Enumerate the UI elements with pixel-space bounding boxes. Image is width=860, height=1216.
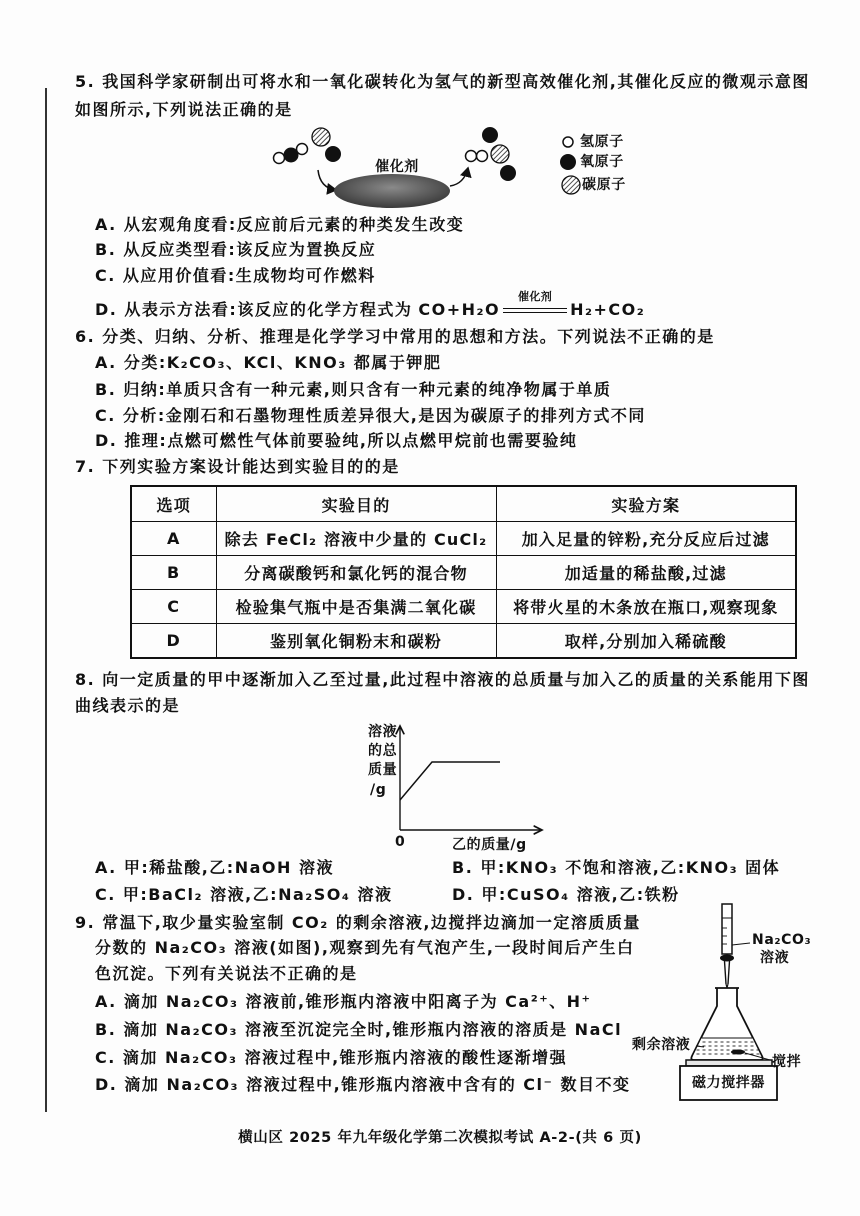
product-arrow: [450, 168, 468, 186]
graph-ylabel-line2: 的总: [368, 743, 398, 759]
hydrogen-molecule: [466, 151, 488, 162]
table-header-plan: 实验方案: [496, 486, 796, 522]
table-cell-plan: 将带火星的木条放在瓶口,观察现象: [496, 590, 796, 624]
table-cell-option: A: [131, 522, 216, 556]
table-row: [131, 556, 796, 590]
q8-option-b: B. 甲:KNO₃ 不饱和溶液,乙:KNO₃ 固体: [452, 858, 781, 877]
q8-option-c: C. 甲:BaCl₂ 溶液,乙:Na₂SO₄ 溶液: [95, 885, 393, 904]
table-cell-plan: 加适量的稀盐酸,过滤: [496, 556, 796, 590]
q6-option-a: A. 分类:K₂CO₃、KCl、KNO₃ 都属于钾肥: [95, 353, 442, 372]
oxygen-atom-icon: [560, 154, 576, 170]
q5-stem-line2: 如图所示,下列说法正确的是: [75, 100, 293, 119]
equation-products: H₂+CO₂: [570, 300, 646, 319]
reagent-label-line2: 溶液: [760, 950, 790, 966]
reaction-condition-arrow: [503, 290, 567, 320]
legend-hydrogen-label: 氢原子: [580, 134, 624, 150]
table-cell-plan: 加入足量的锌粉,充分反应后过滤: [496, 522, 796, 556]
equation-reactants: CO+H₂O: [418, 300, 501, 319]
magnetic-stirrer-label: 磁力搅拌器: [692, 1075, 765, 1091]
graph-xlabel: 乙的质量/g: [452, 837, 527, 853]
q6-stem: 6. 分类、归纳、分析、推理是化学学习中常用的思想和方法。下列说法不正确的是: [75, 327, 715, 346]
graph-ylabel-line3: 质量: [368, 762, 398, 778]
q5-option-d: [95, 290, 646, 320]
table-cell-option: B: [131, 556, 216, 590]
stir-bar-label: 搅拌: [772, 1054, 802, 1070]
table-cell-goal: 除去 FeCl₂ 溶液中少量的 CuCl₂: [216, 522, 496, 556]
table-cell-goal: 检验集气瓶中是否集满二氧化碳: [216, 590, 496, 624]
double-line-icon: [503, 308, 567, 313]
graph-ylabel-line1: 溶液: [368, 724, 398, 740]
reaction-condition-label: 催化剂: [517, 290, 553, 303]
table-cell-goal: 分离碳酸钙和氯化钙的混合物: [216, 556, 496, 590]
stopcock-icon: [720, 955, 734, 962]
graph-origin-label: 0: [395, 834, 406, 850]
q8-stem-line1: 8. 向一定质量的甲中逐渐加入乙至过量,此过程中溶液的总质量与加入乙的质量的关系能用下图: [75, 670, 810, 689]
legend-carbon-label: 碳原子: [582, 177, 626, 193]
q9-option-c: C. 滴加 Na₂CO₃ 溶液过程中,锥形瓶内溶液的酸性逐渐增强: [95, 1048, 568, 1067]
q8-option-a: A. 甲:稀盐酸,乙:NaOH 溶液: [95, 858, 334, 877]
remaining-solution-label: 剩余溶液: [632, 1037, 691, 1053]
q6-option-b: B. 归纳:单质只含有一种元素,则只含有一种元素的纯净物属于单质: [95, 380, 612, 399]
q5-option-d-text: D. 从表示方法看:该反应的化学方程式为: [95, 300, 413, 319]
table-row: [131, 624, 796, 659]
q9-option-b: B. 滴加 Na₂CO₃ 溶液至沉淀完全时,锥形瓶内溶液的溶质是 NaCl: [95, 1020, 623, 1039]
table-row: [131, 522, 796, 556]
table-header-row: [131, 486, 796, 522]
graph-ylabel-line4: /g: [370, 782, 387, 798]
burette: [720, 904, 734, 988]
table-cell-plan: 取样,分别加入稀硫酸: [496, 624, 796, 659]
reagent-leader-line: [732, 943, 750, 945]
solution-mass-curve: [400, 762, 500, 800]
legend-oxygen-label: 氧原子: [580, 154, 624, 170]
experiment-table: [130, 485, 797, 659]
q7-stem: 7. 下列实验方案设计能达到实验目的的是: [75, 457, 400, 476]
q9-stem-line1: 9. 常温下,取少量实验室制 CO₂ 的剩余溶液,边搅拌边滴加一定溶质质量: [75, 913, 641, 932]
catalyst-ellipse: [334, 174, 450, 208]
hydrogen-atom-icon: [563, 137, 573, 147]
table-row: [131, 590, 796, 624]
q8-stem-line2: 曲线表示的是: [75, 696, 181, 715]
catalyst-label: 催化剂: [375, 159, 419, 175]
stir-bar-icon: [731, 1050, 745, 1055]
q6-option-d: D. 推理:点燃可燃性气体前要验纯,所以点燃甲烷前也需要验纯: [95, 431, 578, 450]
table-header-goal: 实验目的: [216, 486, 496, 522]
q5-option-c: C. 从应用价值看:生成物均可作燃料: [95, 266, 376, 285]
q5-option-a: A. 从宏观角度看:反应前后元素的种类发生改变: [95, 215, 465, 234]
q8-option-d: D. 甲:CuSO₄ 溶液,乙:铁粉: [452, 885, 680, 904]
q9-stem-line2: 分数的 Na₂CO₃ 溶液(如图),观察到先有气泡产生,一段时间后产生白: [95, 938, 635, 957]
q6-option-c: C. 分析:金刚石和石墨物理性质差异很大,是因为碳原子的排列方式不同: [95, 406, 646, 425]
table-cell-goal: 鉴别氧化铜粉末和碳粉: [216, 624, 496, 659]
table-cell-option: D: [131, 624, 216, 659]
binding-margin-line: [45, 88, 47, 1112]
q9-stem-line3: 色沉淀。下列有关说法不正确的是: [95, 964, 358, 983]
page-footer: 横山区 2025 年九年级化学第二次模拟考试 A-2-(共 6 页): [238, 1130, 642, 1146]
q5-option-b: B. 从反应类型看:该反应为置换反应: [95, 240, 377, 259]
q9-option-a: A. 滴加 Na₂CO₃ 溶液前,锥形瓶内溶液中阳离子为 Ca²⁺、H⁺: [95, 992, 592, 1011]
q9-option-d: D. 滴加 Na₂CO₃ 溶液过程中,锥形瓶内溶液中含有的 Cl⁻ 数目不变: [95, 1075, 631, 1094]
carbon-monoxide-molecule: [312, 128, 341, 162]
reactant-arrow: [318, 170, 336, 190]
reagent-label-line1: Na₂CO₃: [752, 932, 812, 948]
table-header-option: 选项: [131, 486, 216, 522]
conical-flask: [691, 988, 762, 1060]
q5-stem-line1: 5. 我国科学家研制出可将水和一氧化碳转化为氢气的新型高效催化剂,其催化反应的微观示意图: [75, 72, 810, 91]
table-cell-option: C: [131, 590, 216, 624]
water-molecule: [274, 144, 308, 164]
carbon-atom-icon: [562, 176, 580, 194]
